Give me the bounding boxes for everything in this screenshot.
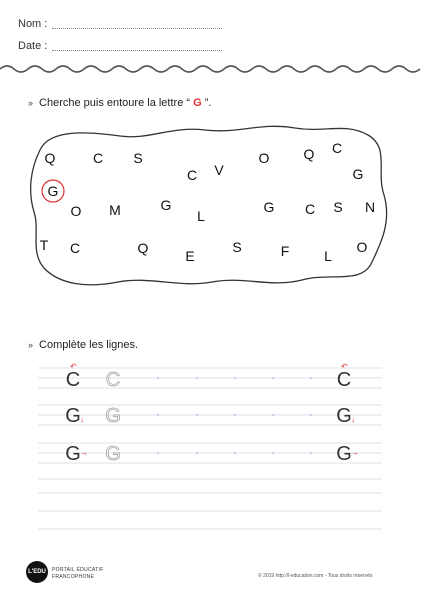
bullet-icon: » (28, 340, 34, 350)
logo-tagline-2: FRANCOPHONE (52, 574, 95, 580)
letter-item[interactable]: N (364, 199, 376, 215)
model-letter-end: C (336, 369, 352, 391)
stroke-arrow-icon: → (351, 448, 359, 457)
stroke-arrow-icon: → (80, 448, 88, 457)
stroke-arrow-icon: ↶ (341, 362, 348, 371)
logo-tagline-1: PORTAIL ÉDUCATIF (52, 567, 104, 573)
letter-item[interactable]: L (197, 208, 205, 224)
instruction-end: ”. (204, 97, 212, 109)
letter-item[interactable]: C (186, 167, 198, 183)
date-label: Date : (18, 40, 48, 52)
letter-item[interactable]: Q (44, 150, 56, 166)
dotted-letter[interactable]: G (105, 405, 121, 427)
letter-item[interactable]: C (92, 150, 104, 166)
letter-item[interactable]: G (47, 183, 59, 199)
letter-item[interactable]: L (324, 248, 332, 264)
model-letter: C (65, 369, 81, 391)
stroke-arrow-icon: ↓ (351, 415, 355, 424)
letter-item[interactable]: F (280, 243, 290, 259)
model-letter-end: G (336, 443, 352, 465)
letter-item[interactable]: Q (137, 240, 149, 256)
instruction-text: Cherche puis entoure la lettre “ (39, 97, 191, 109)
model-letter-end: G (336, 405, 352, 427)
letter-item[interactable]: S (333, 199, 343, 215)
letter-item[interactable]: O (356, 239, 368, 255)
letter-item[interactable]: G (160, 197, 172, 213)
model-letter: G (65, 443, 81, 465)
model-letter: G (65, 405, 81, 427)
dotted-letter[interactable]: C (105, 369, 121, 391)
logo: L'EDU (26, 561, 48, 583)
letter-item[interactable]: S (133, 150, 143, 166)
stroke-arrow-icon: ↓ (80, 415, 84, 424)
letter-item[interactable]: O (70, 203, 82, 219)
target-letter: G (193, 97, 202, 109)
letter-item[interactable]: G (263, 199, 275, 215)
letter-item[interactable]: O (258, 150, 270, 166)
name-label: Nom : (18, 18, 48, 30)
letter-item[interactable]: C (69, 240, 81, 256)
letter-item[interactable]: C (331, 140, 343, 156)
letter-item[interactable]: T (39, 237, 49, 253)
copyright: © 2019 http://l-education.com - Tous droits réservés (258, 573, 373, 579)
letter-item[interactable]: Q (303, 146, 315, 162)
stroke-arrow-icon: ↶ (70, 362, 77, 371)
letter-item[interactable]: S (232, 239, 242, 255)
bullet-icon: » (28, 98, 34, 108)
letter-item[interactable]: V (214, 162, 224, 178)
dotted-letter[interactable]: G (105, 443, 121, 465)
letter-item[interactable]: G (352, 166, 364, 182)
instruction-text: Complète les lignes. (39, 339, 139, 351)
letter-item[interactable]: M (109, 202, 121, 218)
letter-item[interactable]: E (185, 248, 195, 264)
letter-item[interactable]: C (304, 201, 316, 217)
